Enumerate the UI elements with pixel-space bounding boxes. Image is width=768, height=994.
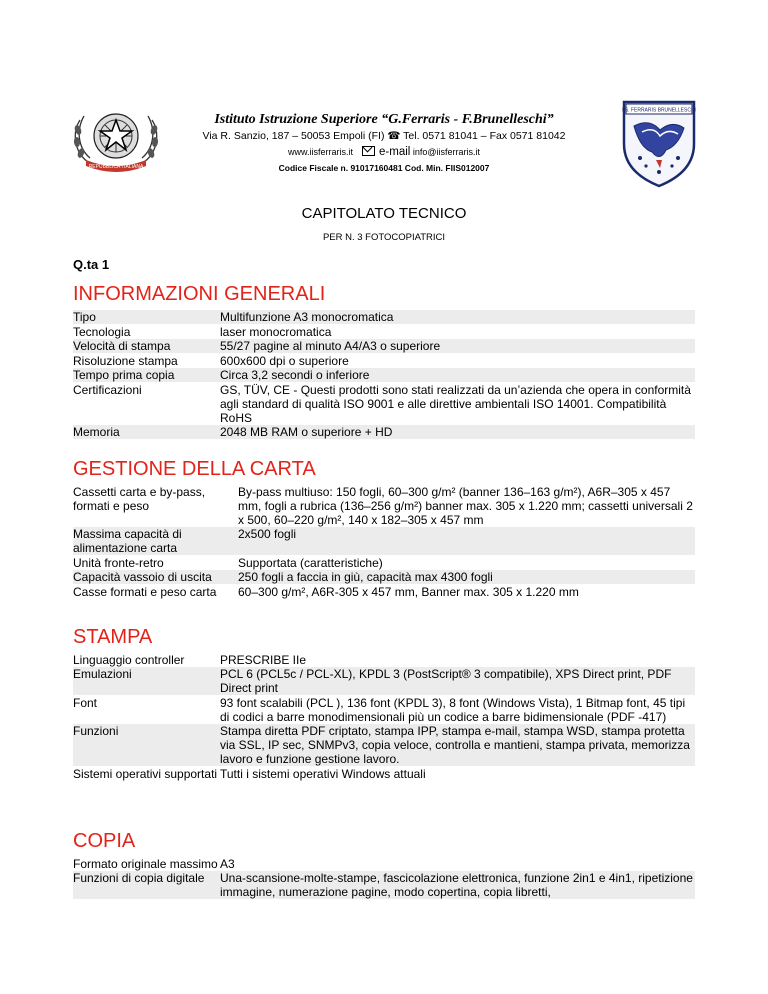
document-subtitle: PER N. 3 FOTOCOPIATRICI bbox=[322, 232, 446, 243]
section-gestione-della-carta bbox=[73, 458, 695, 599]
table-row bbox=[73, 325, 695, 340]
row-label: Capacità vassoio di uscita bbox=[73, 570, 237, 585]
envelope-icon bbox=[362, 146, 375, 156]
section-heading: GESTIONE DELLA CARTA bbox=[73, 458, 316, 480]
fiscal-code: Codice Fiscale n. 91017160481 Cod. Min. FIIS012007 bbox=[278, 163, 490, 173]
email-label: e-mail bbox=[379, 146, 411, 158]
row-label: Funzioni di copia digitale bbox=[73, 871, 219, 900]
row-value: Multifunzione A3 monocromatica bbox=[219, 310, 696, 325]
row-value: Tutti i sistemi operativi Windows attuali bbox=[220, 767, 426, 781]
section-stampa bbox=[73, 626, 695, 781]
row-label: Casse formati e peso carta bbox=[73, 585, 217, 599]
row-label: Unità fronte-retro bbox=[73, 556, 164, 570]
section-heading: STAMPA bbox=[73, 626, 153, 648]
table-row bbox=[73, 425, 695, 440]
table-row bbox=[73, 527, 695, 556]
section-heading: COPIA bbox=[73, 830, 136, 852]
row-label: Funzioni bbox=[73, 724, 219, 767]
row-label: Risoluzione stampa bbox=[73, 354, 178, 368]
row-label: Tecnologia bbox=[73, 325, 131, 339]
table-row bbox=[73, 570, 695, 585]
table-row bbox=[73, 383, 695, 426]
section-heading: INFORMAZIONI GENERALI bbox=[73, 283, 326, 305]
institute-contacts bbox=[0, 146, 768, 158]
row-value: 55/27 pagine al minuto A4/A3 o superiore bbox=[219, 339, 696, 354]
spec-table bbox=[73, 485, 695, 599]
section-copia bbox=[73, 830, 695, 900]
website-link[interactable]: www.iisferraris.it bbox=[287, 147, 353, 157]
table-row bbox=[73, 724, 695, 767]
row-label: Font bbox=[73, 696, 98, 710]
table-row bbox=[73, 368, 695, 383]
row-label: Tipo bbox=[73, 310, 219, 325]
row-label: Velocità di stampa bbox=[73, 339, 219, 354]
row-label: Emulazioni bbox=[73, 667, 219, 696]
institute-name: Istituto Istruzione Superiore “G.Ferraris - F.Brunelleschi” bbox=[214, 112, 554, 127]
row-label: Cassetti carta e by-pass, formati e peso bbox=[73, 485, 206, 513]
row-value: Supportata (caratteristiche) bbox=[238, 556, 383, 570]
table-row bbox=[73, 585, 695, 600]
row-value: Stampa diretta PDF criptato, stampa IPP, stampa e-mail, stampa WSD, stampa protetta via SSL, IP sec, SNMPv3, copia veloce, controlla e mantieni, stampa privata, memorizza lavoro e funzione gestione lavoro. bbox=[219, 724, 696, 767]
document-title: CAPITOLATO TECNICO bbox=[301, 205, 467, 222]
school-crest-logo bbox=[620, 96, 698, 188]
section-informazioni-generali bbox=[73, 283, 695, 440]
row-label: Certificazioni bbox=[73, 383, 142, 397]
row-value: 60–300 g/m², A6R-305 x 457 mm, Banner max. 305 x 1.220 mm bbox=[238, 585, 579, 599]
table-row bbox=[73, 339, 695, 354]
row-label: Tempo prima copia bbox=[73, 368, 219, 383]
table-row bbox=[73, 310, 695, 325]
row-value: A3 bbox=[220, 857, 235, 871]
quantity: Q.ta 1 bbox=[73, 257, 110, 272]
row-value: 2x500 fogli bbox=[237, 527, 696, 556]
row-label: Linguaggio controller bbox=[73, 653, 185, 667]
table-row bbox=[73, 696, 695, 725]
spec-table bbox=[73, 310, 695, 440]
row-value: 2048 MB RAM o superiore + HD bbox=[219, 425, 696, 440]
row-label: Massima capacità di alimentazione carta bbox=[73, 527, 237, 556]
row-label: Formato originale massimo bbox=[73, 857, 218, 871]
table-row bbox=[73, 653, 695, 667]
row-value: 600x600 dpi o superiore bbox=[220, 354, 349, 368]
spec-table bbox=[73, 857, 695, 900]
table-row bbox=[73, 556, 695, 571]
row-value: Circa 3,2 secondi o inferiore bbox=[219, 368, 696, 383]
row-value: PCL 6 (PCL5c / PCL-XL), KPDL 3 (PostScript® 3 compatibile), XPS Direct print, PDF Direct print bbox=[219, 667, 696, 696]
email-link[interactable]: info@iisferraris.it bbox=[412, 147, 481, 157]
row-value: 250 fogli a faccia in giù, capacità max 4300 fogli bbox=[237, 570, 696, 585]
institute-address: Via R. Sanzio, 187 – 50053 Empoli (FI) ☎ Tel. 0571 81041 – Fax 0571 81042 bbox=[202, 130, 566, 142]
svg-text:I.S. FERRARIS BRUNELLESCHI: I.S. FERRARIS BRUNELLESCHI bbox=[622, 107, 696, 114]
row-label: Sistemi operativi supportati bbox=[73, 767, 218, 781]
row-value: By-pass multiuso: 150 fogli, 60–300 g/m² (banner 136–163 g/m²), A6R–305 x 457 mm, fogli a rubrica (136–256 g/m²) banner max. 305 x 1.220 mm; cassetti universali 2 x 500, 60–220 g/m², 140 x 182–305 x 457 mm bbox=[238, 485, 693, 527]
table-row bbox=[73, 485, 695, 527]
table-row bbox=[73, 667, 695, 696]
row-value: PRESCRIBE IIe bbox=[220, 653, 307, 667]
table-row bbox=[73, 767, 695, 782]
row-value: GS, TÜV, CE - Questi prodotti sono stati realizzati da un’azienda che opera in conformità agli standard di qualità ISO 9001 e alle direttive ambientali ISO 14001. Compatibilità RoHS bbox=[220, 383, 691, 425]
table-row bbox=[73, 354, 695, 369]
table-row bbox=[73, 871, 695, 900]
row-label: Memoria bbox=[73, 425, 219, 440]
table-row bbox=[73, 857, 695, 871]
spec-table bbox=[73, 653, 695, 781]
row-value: 93 font scalabili (PCL ), 136 font (KPDL 3), 8 font (Windows Vista), 1 Bitmap font, 45 tipi di codici a barre monodimensionali più un codice a barre bidimensionale (PDF -417) bbox=[220, 696, 686, 724]
svg-text:REPUBBLICA ITALIANA: REPUBBLICA ITALIANA bbox=[88, 164, 144, 170]
row-value: laser monocromatica bbox=[220, 325, 332, 339]
row-value: Una-scansione-molte-stampe, fascicolazione elettronica, funzione 2in1 e 4in1, ripetizione immagine, numerazione pagine, modo copertina, copia libretti, bbox=[219, 871, 696, 900]
